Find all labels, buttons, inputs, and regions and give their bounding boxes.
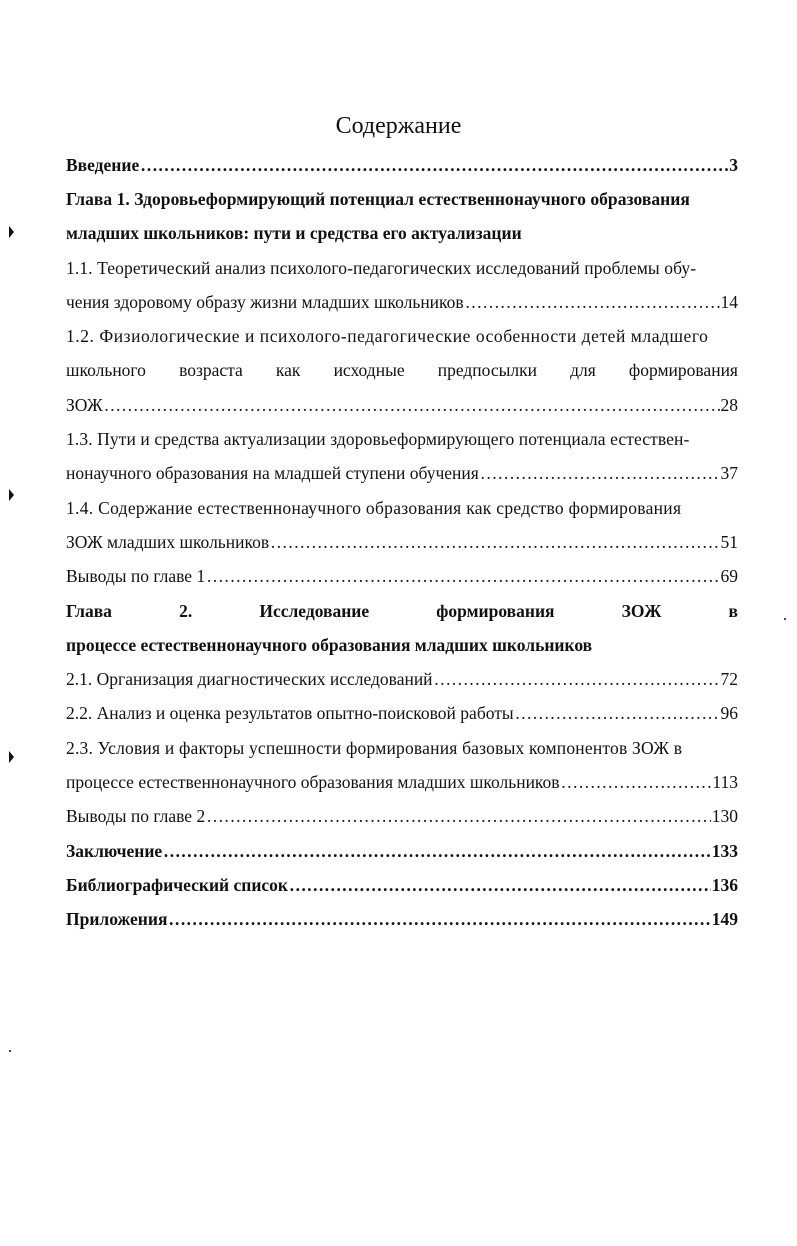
word: Глава [66, 600, 112, 621]
toc-section-1-2-line-2[interactable] [66, 354, 738, 388]
toc-section-2-3[interactable] [66, 765, 738, 799]
word: в [728, 600, 738, 621]
toc-page-number: 37 [720, 463, 738, 484]
toc-entry-label: чения здоровому образу жизни младших школьников [66, 291, 464, 312]
toc-section-1-3-line-1[interactable]: 1.3. Пути и средства актуализации здоровьеформирующего потенциала естествен- [66, 429, 690, 450]
scan-speck-icon [9, 1050, 11, 1052]
toc-entry-intro[interactable] [66, 148, 738, 182]
dot-leader [289, 875, 711, 896]
toc-section-1-1[interactable] [66, 285, 738, 319]
toc-entry-label: нонаучного образования на младшей ступени обучения [66, 463, 479, 484]
toc-chapter-2-line-2[interactable]: процессе естественнонаучного образования младших школьников [66, 634, 593, 655]
word: исходные [333, 360, 405, 381]
toc-page-number: 149 [711, 909, 738, 930]
dot-leader [104, 395, 720, 416]
dot-leader [515, 703, 720, 724]
toc-page-number: 69 [720, 566, 738, 587]
toc-chapter-2-conclusions[interactable] [66, 800, 738, 834]
toc-entry-label: процессе естественнонаучного образования младших школьников [66, 771, 560, 792]
toc-entry-label: Библиографический список [66, 874, 289, 895]
toc-entry-label: 2.2. Анализ и оценка результатов опытно-поисковой работы [66, 703, 514, 724]
toc-page-number: 130 [711, 806, 738, 827]
dot-leader [561, 772, 712, 793]
binding-mark-icon [9, 226, 14, 238]
toc-page-number: 3 [729, 154, 738, 175]
toc-entry-label: ЗОЖ младших школьников [66, 531, 270, 552]
toc-entry-appendices[interactable] [66, 903, 738, 937]
dot-leader [480, 463, 720, 484]
word: возраста [179, 360, 243, 381]
toc-section-2-2[interactable] [66, 697, 738, 731]
word: Исследование [259, 600, 370, 621]
page-title: Содержание [335, 113, 462, 139]
toc-chapter-2-line-1[interactable] [66, 594, 738, 628]
word: школьного [66, 360, 146, 381]
toc-section-2-3-line-1[interactable]: 2.3. Условия и факторы успешности формирования базовых компонентов ЗОЖ в [66, 737, 683, 758]
toc-section-2-1[interactable] [66, 662, 738, 696]
word: для [570, 360, 596, 381]
toc-entry-label: Выводы по главе 2 [66, 806, 206, 827]
toc-page-number: 72 [720, 669, 738, 690]
toc-entry-conclusion[interactable] [66, 834, 738, 868]
dot-leader [140, 155, 728, 176]
binding-mark-icon [9, 489, 14, 501]
toc-page-number: 14 [720, 291, 738, 312]
toc-entry-label: Приложения [66, 909, 168, 930]
toc-section-1-4-line-1[interactable]: 1.4. Содержание естественнонаучного образования как средство формирования [66, 497, 682, 518]
toc-page-number: 113 [712, 771, 738, 792]
dot-leader [206, 806, 711, 827]
dot-leader [163, 841, 711, 862]
toc-entry-label: Введение [66, 154, 140, 175]
word: ЗОЖ [621, 600, 662, 621]
word: как [275, 360, 301, 381]
word: 2. [179, 600, 193, 621]
toc-chapter-1-line-2[interactable]: младших школьников: пути и средства его актуализации [66, 223, 522, 244]
toc-entry-bibliography[interactable] [66, 868, 738, 902]
toc-entry-label: 2.1. Организация диагностических исследований [66, 669, 433, 690]
toc-section-1-2[interactable] [66, 388, 738, 422]
word: предпосылки [437, 360, 537, 381]
toc-page-number: 96 [720, 703, 738, 724]
dot-leader [434, 669, 720, 690]
toc-section-1-1-line-1[interactable]: 1.1. Теоретический анализ психолого-педагогических исследований проблемы обу- [66, 257, 697, 278]
toc-entry-label: Выводы по главе 1 [66, 566, 206, 587]
toc-section-1-4[interactable] [66, 525, 738, 559]
dot-leader [206, 566, 719, 587]
toc-page-number: 133 [711, 840, 738, 861]
dot-leader [270, 532, 719, 553]
dot-leader [168, 909, 710, 930]
table-of-contents [66, 148, 738, 937]
scan-speck-icon [784, 618, 786, 620]
toc-page-number: 136 [711, 874, 738, 895]
toc-entry-label: Заключение [66, 840, 163, 861]
toc-chapter-1-line-1[interactable]: Глава 1. Здоровьеформирующий потенциал естественнонаучного образования [66, 188, 690, 209]
toc-page-number: 28 [720, 394, 738, 415]
binding-mark-icon [9, 751, 14, 763]
toc-chapter-1-conclusions[interactable] [66, 560, 738, 594]
word: формирования [628, 360, 738, 381]
word: формирования [436, 600, 555, 621]
toc-entry-label: ЗОЖ [66, 394, 103, 415]
toc-section-1-3[interactable] [66, 457, 738, 491]
toc-page-number: 51 [720, 531, 738, 552]
toc-section-1-2-line-1[interactable]: 1.2. Физиологические и психолого-педагогические особенности детей младшего [66, 326, 709, 347]
dot-leader [465, 292, 720, 313]
